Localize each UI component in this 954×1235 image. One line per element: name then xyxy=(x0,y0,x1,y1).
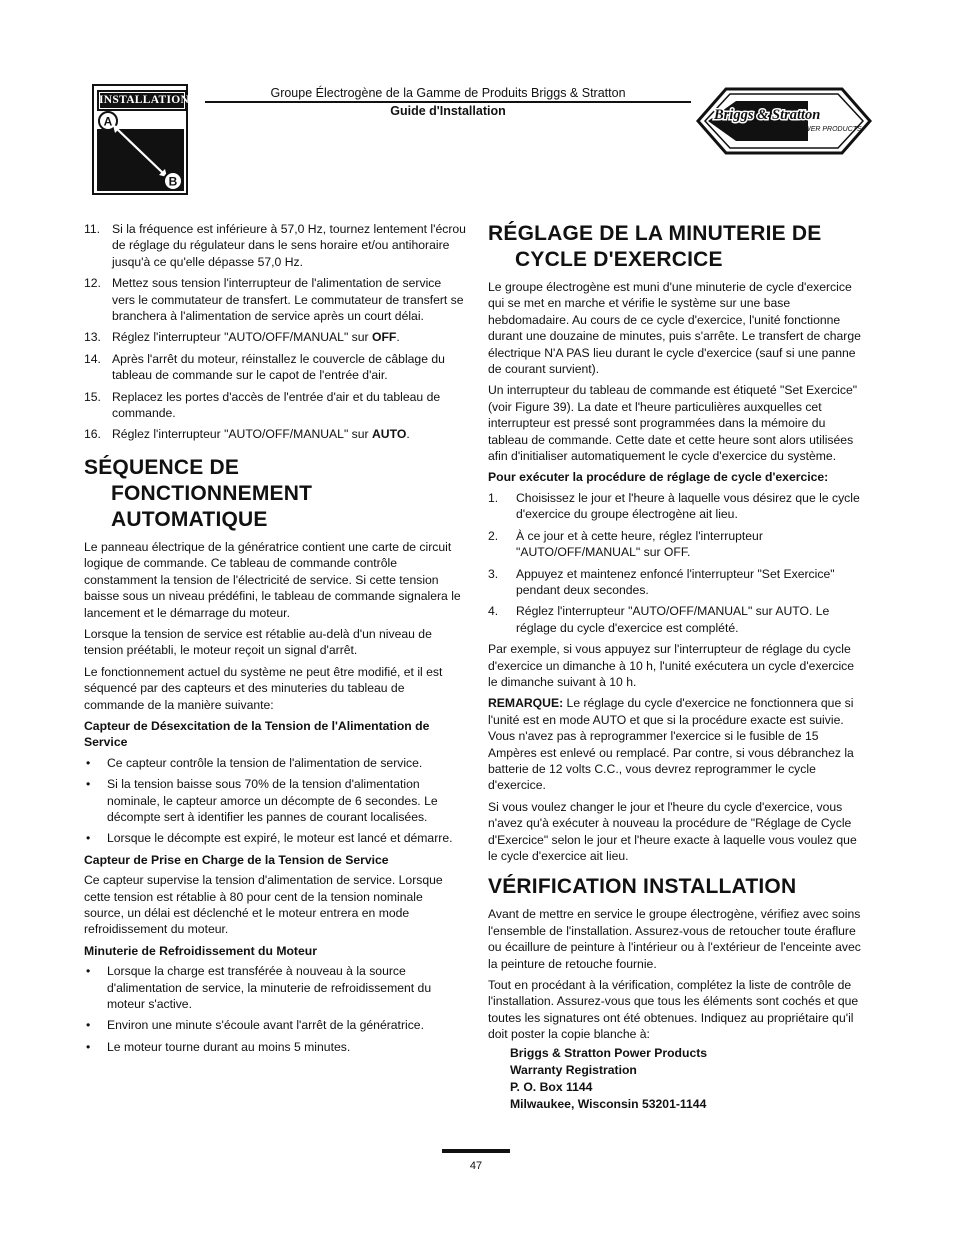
briggs-stratton-logo xyxy=(696,87,872,155)
step-item: 15. Replacez les portes d'accès de l'entrée d'air et du tableau de commande. xyxy=(84,389,441,421)
header-guide-title: Guide d'Installation xyxy=(390,104,506,118)
header-rule xyxy=(205,101,691,103)
logo-brand-text: Briggs & Stratton xyxy=(714,107,821,123)
bullet-item: • Environ une minute s'écoule avant l'arrêt de la génératrice. xyxy=(86,1018,424,1033)
badge-label-b: B xyxy=(168,174,178,189)
step-item: 16. Réglez l'interrupteur "AUTO/OFF/MANUAL" sur AUTO. xyxy=(84,427,410,442)
subheading-cooldown-timer: Minuterie de Refroidissement du Moteur xyxy=(84,943,317,958)
bullet-item: • Lorsque la charge est transférée à nouveau à la source d'alimentation de service, la minuterie de refroidissement du moteur s'active. xyxy=(86,964,432,1012)
bullet-item: • Ce capteur contrôle la tension de l'alimentation de service. xyxy=(86,755,423,770)
step-item: 11. Si la fréquence est inférieure à 57,0 Hz, tournez lentement l'écrou de réglage du régulateur dans le sens horaire et/ou antihoraire jusqu'à ce qu'elle dépasse 57,0 Hz. xyxy=(84,222,466,269)
subheading-sensor-dropout: Capteur de Désexcitation de la Tension de l'Alimentation de Service xyxy=(84,718,430,750)
badge-arrow-diagram xyxy=(94,86,186,193)
section-heading-exercise: RÉGLAGE DE LA MINUTERIE DE CYCLE D'EXERCICE xyxy=(488,222,822,271)
mailing-address: Briggs & Stratton Power Products Warranty Registration P. O. Box 1144 Milwaukee, Wisconsin 53201-1144 xyxy=(510,1045,708,1112)
bullet-item: • Le moteur tourne durant au moins 5 minutes. xyxy=(86,1039,351,1054)
section-heading-sequence: SÉQUENCE DE FONCTIONNEMENT AUTOMATIQUE xyxy=(84,455,313,531)
bullet-icon: • xyxy=(86,964,91,979)
step-item: 12. Mettez sous tension l'interrupteur de l'alimentation de service vers le commutateur de transfert. Le commutateur de transfert se branchera à l'alimentation de service après un court délai. xyxy=(84,276,464,324)
bullet-icon: • xyxy=(86,755,91,770)
left-column xyxy=(84,221,466,1060)
paragraph: Avant de mettre en service le groupe électrogène, vérifiez avec soins l'ensemble de l'installation. Assurez-vous de retoucher toute éraflure ou écaillure de peinture à l'intérieur ou à l'extérieur de l'enceinte avec la peinture de retouche fournie. xyxy=(488,907,861,971)
paragraph: Ce capteur supervise la tension d'alimentation de service. Lorsque cette tension est rétablie à 80 pour cent de la tension nominale source, un délai est déclenché et le moteur entrera en mode refroidissement du moteur. xyxy=(84,873,443,937)
bullet-item: • Si la tension baisse sous 70% de la tension d'alimentation nominale, le capteur amorce un décompte de 6 secondes. Le décompte sert à identifier les pannes de courant localisées. xyxy=(86,777,438,824)
bullet-item: • Lorsque le décompte est expiré, le moteur est lancé et démarre. xyxy=(86,831,453,846)
paragraph: Si vous voulez changer le jour et l'heure du cycle d'exercice, vous n'avez qu'à exécuter à nouveau la procédure de "Réglage de Cycle d'Exercice" selon le jour et l'heure exacte à laquelle vous voulez que le cycle d'exercice ait lieu. xyxy=(488,799,857,863)
paragraph: Le groupe électrogène est muni d'une minuterie de cycle d'exercice qui se met en marche et vérifie le système sur une base hebdomadaire. Au cours de ce cycle d'exercice, l'unité fonctionne durant une douzaine de minutes, puis s'arrête. Le transfert de charge électrique N'A PAS lieu durant le cycle d'exercice (sauf si une panne de courant survient). xyxy=(488,280,861,377)
page-number-bar xyxy=(442,1149,510,1153)
bullet-icon: • xyxy=(86,831,91,846)
note-label: REMARQUE: xyxy=(488,696,564,711)
paragraph: Par exemple, si vous appuyez sur l'interrupteur de réglage du cycle d'exercice un dimanche à 10 h, l'unité exécutera un cycle d'exercice le dimanche suivant à 10 h. xyxy=(488,642,855,689)
step-item: 3. Appuyez et maintenez enfoncé l'interrupteur "Set Exercice" pendant deux secondes. xyxy=(488,566,835,597)
paragraph: Tout en procédant à la vérification, complétez la liste de contrôle de l'installation. Assurez-vous que tous les éléments sont cochés et que toutes les signatures ont été obtenues. Indiquez au propriétaire qu'il doit poster la copie blanche à: xyxy=(488,978,859,1042)
badge-title: INSTALLATION xyxy=(97,90,187,111)
bullet-icon: • xyxy=(86,1039,91,1054)
installation-badge xyxy=(92,84,188,195)
step-item: 4. Réglez l'interrupteur "AUTO/OFF/MANUAL" sur AUTO. Le réglage du cycle d'exercice est complété. xyxy=(488,604,830,635)
step-item: 14. Après l'arrêt du moteur, réinstallez le couvercle de câblage du tableau de commande sur le capot de l'entrée d'air. xyxy=(84,351,445,383)
page-number: 47 xyxy=(469,1160,483,1172)
note-paragraph: REMARQUE: Le réglage du cycle d'exercice ne fonctionnera que si l'unité est en mode AUTO et que si la procédure exacte est suivie. Vous n'avez pas à reprogrammer l'exercice si le fusible de 15 Ampères est enlevé ou remplacé. Par contre, si vous débranchez la batterie de 12 volts C.C., vous devrez reprogrammer le cycle d'exercice. xyxy=(488,696,854,793)
paragraph: Un interrupteur du tableau de commande est étiqueté "Set Exercice" (voir Figure 39). La date et l'heure particulières auxquelles cet interrupteur est pressé sont programmées dans la mémoire du tableau de commande. Cette date et cette heure sont alors utilisées afin d'initialiser automatiquement le cycle d'exercice du système. xyxy=(488,383,858,464)
bullet-icon: • xyxy=(86,1018,91,1033)
logo-sub-text: POWER PRODUCTS xyxy=(794,126,862,133)
paragraph: Le fonctionnement actuel du système ne peut être modifié, et il est séquencé par des capteurs et des minuteries du tableau de commande de la manière suivante: xyxy=(84,664,443,712)
paragraph: Lorsque la tension de service est rétablie au-delà d'un niveau de tension préétabli, le moteur reçoit un signal d'arrêt. xyxy=(84,626,432,658)
bullet-icon: • xyxy=(86,777,91,792)
step-item: 13. Réglez l'interrupteur "AUTO/OFF/MANUAL" sur OFF. xyxy=(84,330,400,345)
paragraph: Le panneau électrique de la génératrice contient une carte de circuit logique de commande. Ce tableau de commande contrôle constamment la tension de l'électricité de service. Si cette tension baisse sous un niveau prédéfini, le tableau de commande signalera le lancement et le démarrage du moteur. xyxy=(84,539,461,620)
step-item: 2. À ce jour et à cette heure, réglez l'interrupteur "AUTO/OFF/MANUAL" sur OFF. xyxy=(488,528,763,560)
section-heading-verification: VÉRIFICATION INSTALLATION xyxy=(488,875,797,899)
step-item: 1. Choisissez le jour et l'heure à laquelle vous désirez que le cycle d'exercice du groupe électrogène ait lieu. xyxy=(488,490,860,522)
right-column xyxy=(488,221,864,1113)
header-product-line: Groupe Électrogène de la Gamme de Produits Briggs & Stratton xyxy=(270,86,626,100)
subheading-exercise-procedure: Pour exécuter la procédure de réglage de cycle d'exercice: xyxy=(488,470,829,485)
badge-label-a: A xyxy=(103,114,113,129)
subheading-sensor-pickup: Capteur de Prise en Charge de la Tension de Service xyxy=(84,852,389,867)
